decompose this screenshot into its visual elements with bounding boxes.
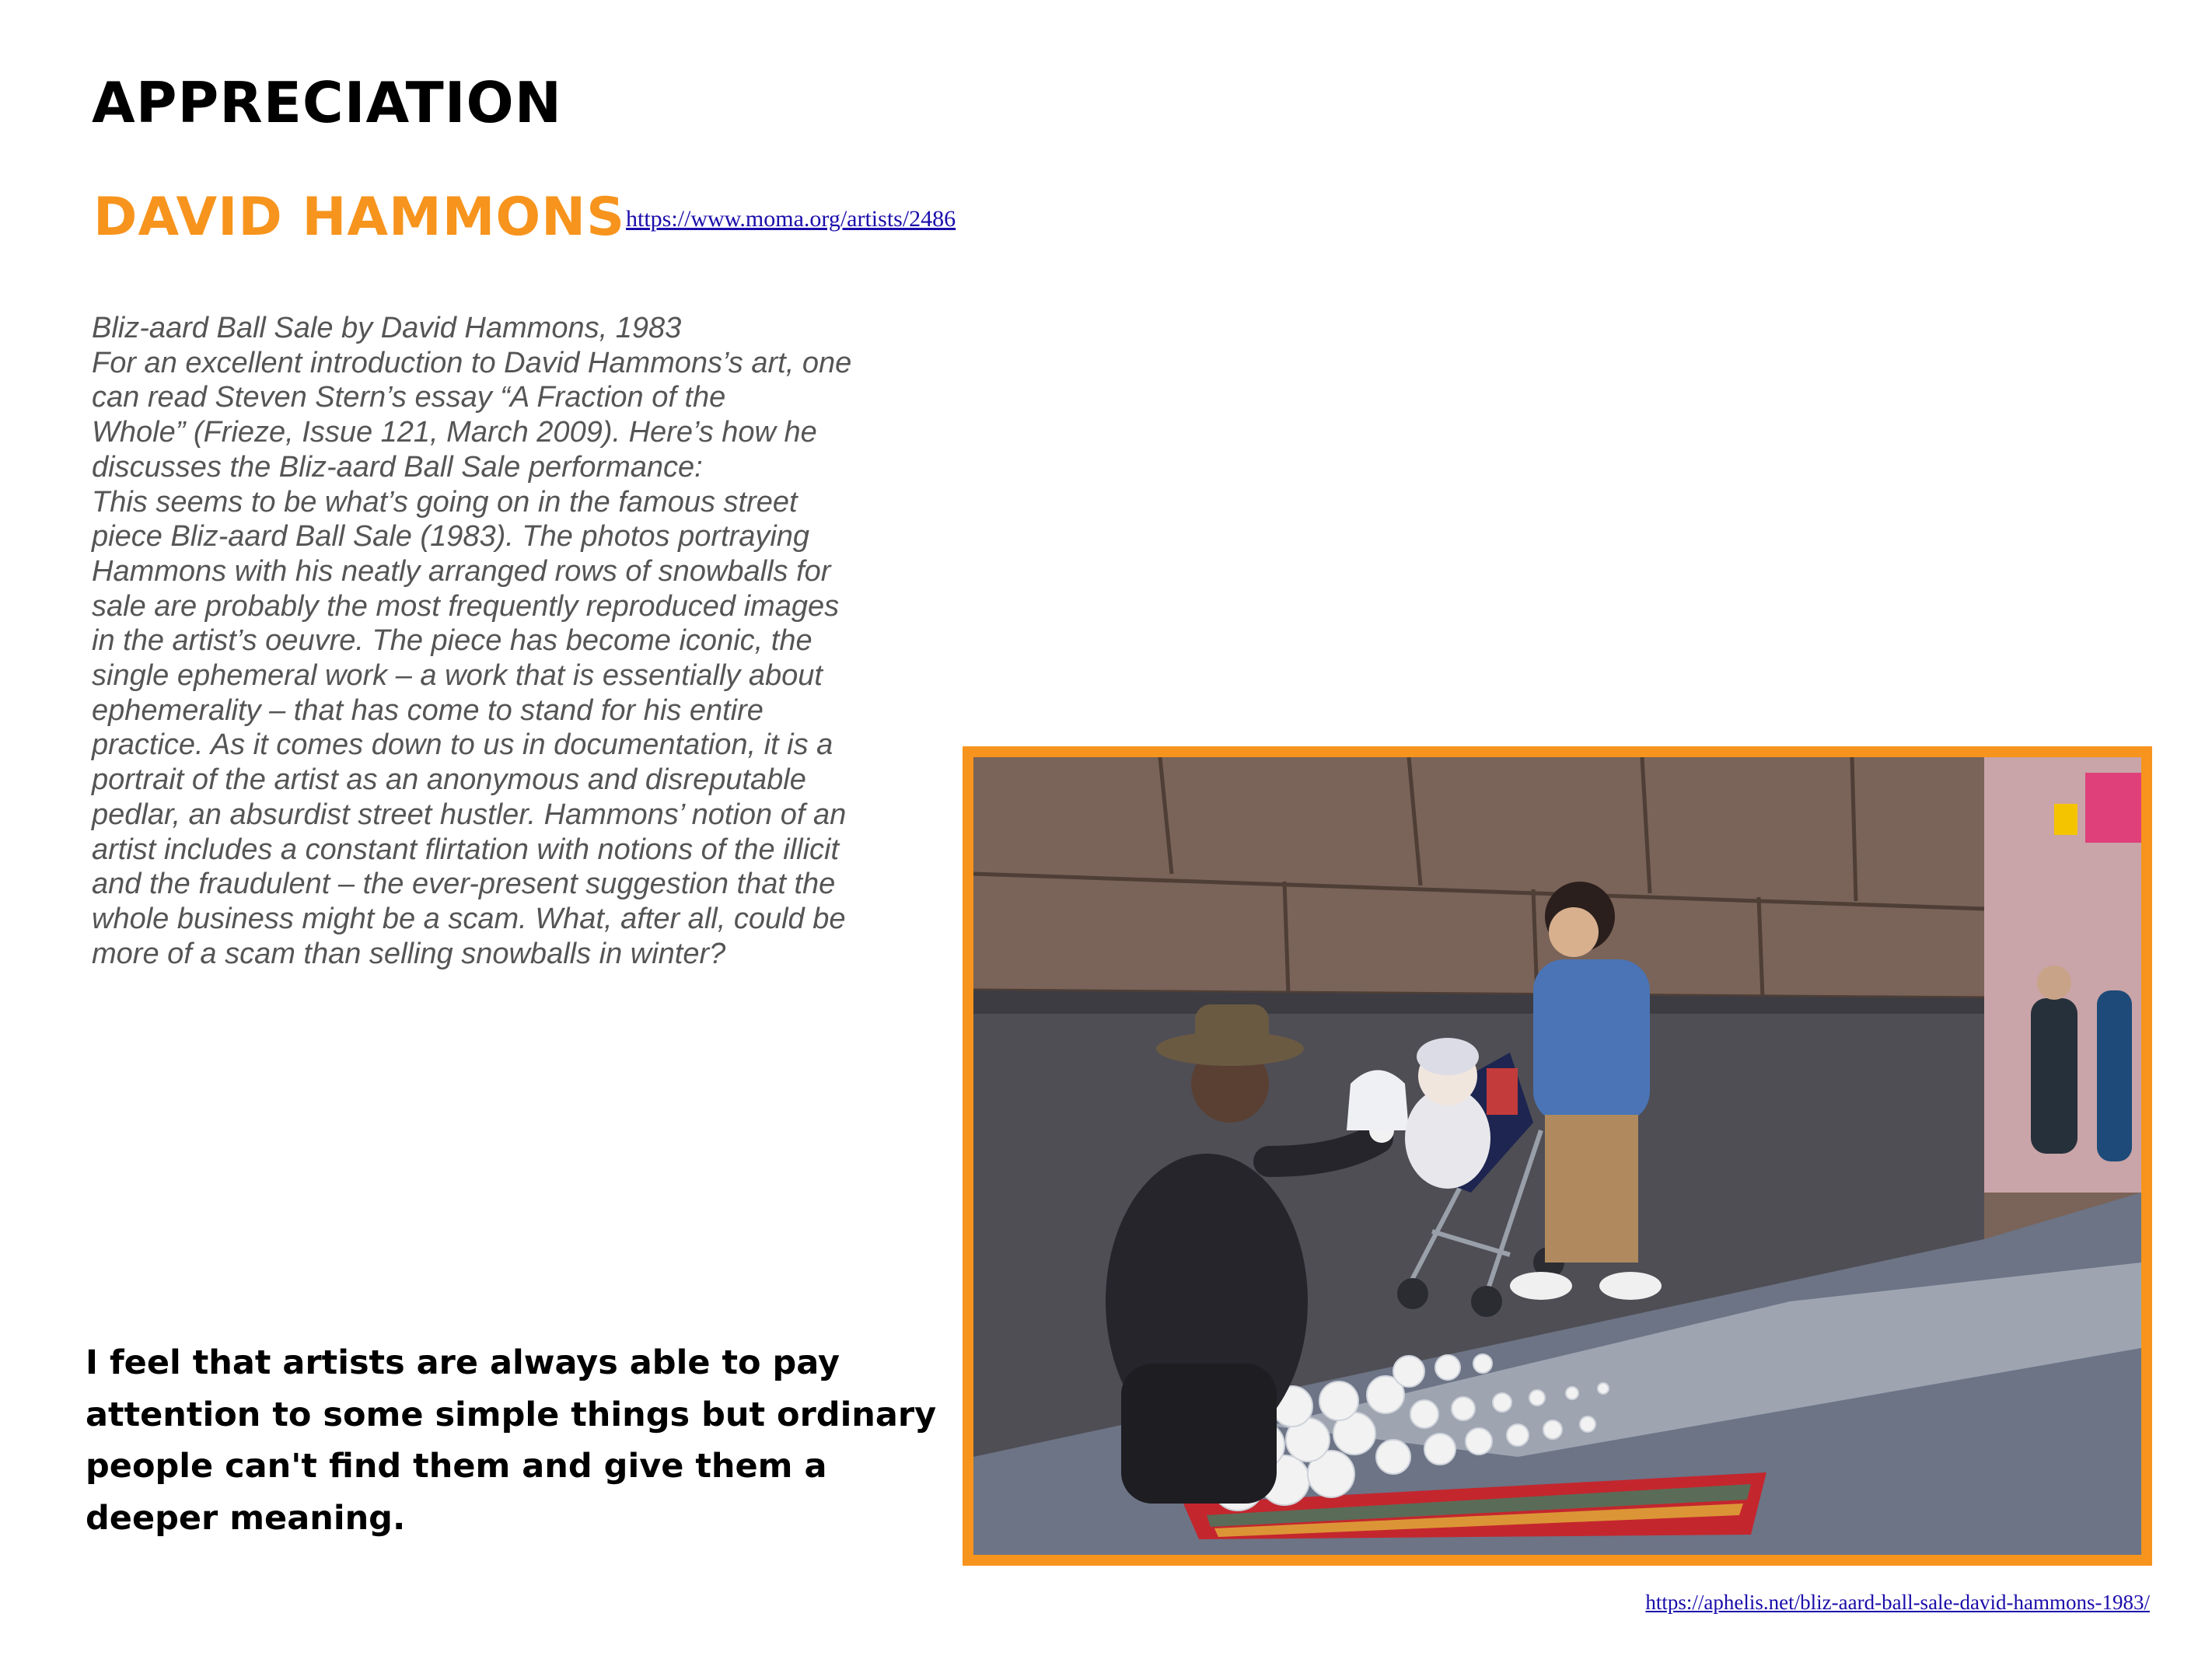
essay-line: whole business might be a scam. What, after all, could be: [92, 902, 846, 935]
essay-line: sale are probably the most frequently reproduced images: [92, 589, 840, 623]
essay-line: Whole” (Frieze, Issue 121, March 2009). Here’s how he: [92, 416, 817, 449]
quote-line: I feel that artists are always able to pay: [86, 1343, 840, 1382]
quote-line: deeper meaning.: [86, 1498, 406, 1538]
page-heading: APPRECIATION: [92, 70, 563, 135]
essay-line: This seems to be what’s going on in the famous street: [92, 485, 798, 519]
essay-line: pedlar, an absurdist street hustler. Hammons’ notion of an: [92, 798, 847, 831]
essay-line: more of a scam than selling snowballs in winter?: [92, 937, 726, 970]
essay-line: discusses the Bliz-aard Ball Sale performance:: [92, 450, 703, 484]
essay-line: in the artist’s oeuvre. The piece has become iconic, the: [92, 624, 812, 658]
essay-line: practice. As it comes down to us in documentation, it is a: [92, 728, 833, 762]
essay-line: artist includes a constant flirtation with notions of the illicit: [92, 833, 840, 866]
photo-source-link[interactable]: https://aphelis.net/bliz-aard-ball-sale-david-hammons-1983/: [1645, 1591, 2150, 1614]
bliz-aard-ball-sale-photo: [963, 746, 2152, 1566]
essay-line: can read Steven Stern’s essay “A Fraction of the: [92, 381, 726, 414]
quote-line: attention to some simple things but ordinary: [86, 1395, 937, 1434]
essay-line: Bliz-aard Ball Sale by David Hammons, 1983: [92, 312, 682, 344]
essay-line: ephemerality – that has come to stand for his entire: [92, 693, 764, 727]
moma-artist-link[interactable]: https://www.moma.org/artists/2486: [626, 206, 956, 232]
reflection-quote: [86, 1337, 949, 1544]
essay-line: portrait of the artist as an anonymous and disreputable: [92, 763, 806, 797]
quote-line: people can't find them and give them a: [86, 1447, 827, 1486]
artist-name: DAVID HAMMONS: [93, 187, 626, 248]
essay-line: single ephemeral work – a work that is essentially about: [92, 659, 823, 693]
essay-line: For an excellent introduction to David Hammons’s art, one: [92, 346, 852, 379]
essay-line: piece Bliz-aard Ball Sale (1983). The photos portraying: [92, 520, 810, 554]
street-photo-illustration: [973, 757, 2141, 1555]
essay-line: and the fraudulent – the ever-present suggestion that the: [92, 868, 836, 901]
essay-line: Hammons with his neatly arranged rows of snowballs for: [92, 554, 831, 588]
essay-text: [92, 311, 916, 971]
